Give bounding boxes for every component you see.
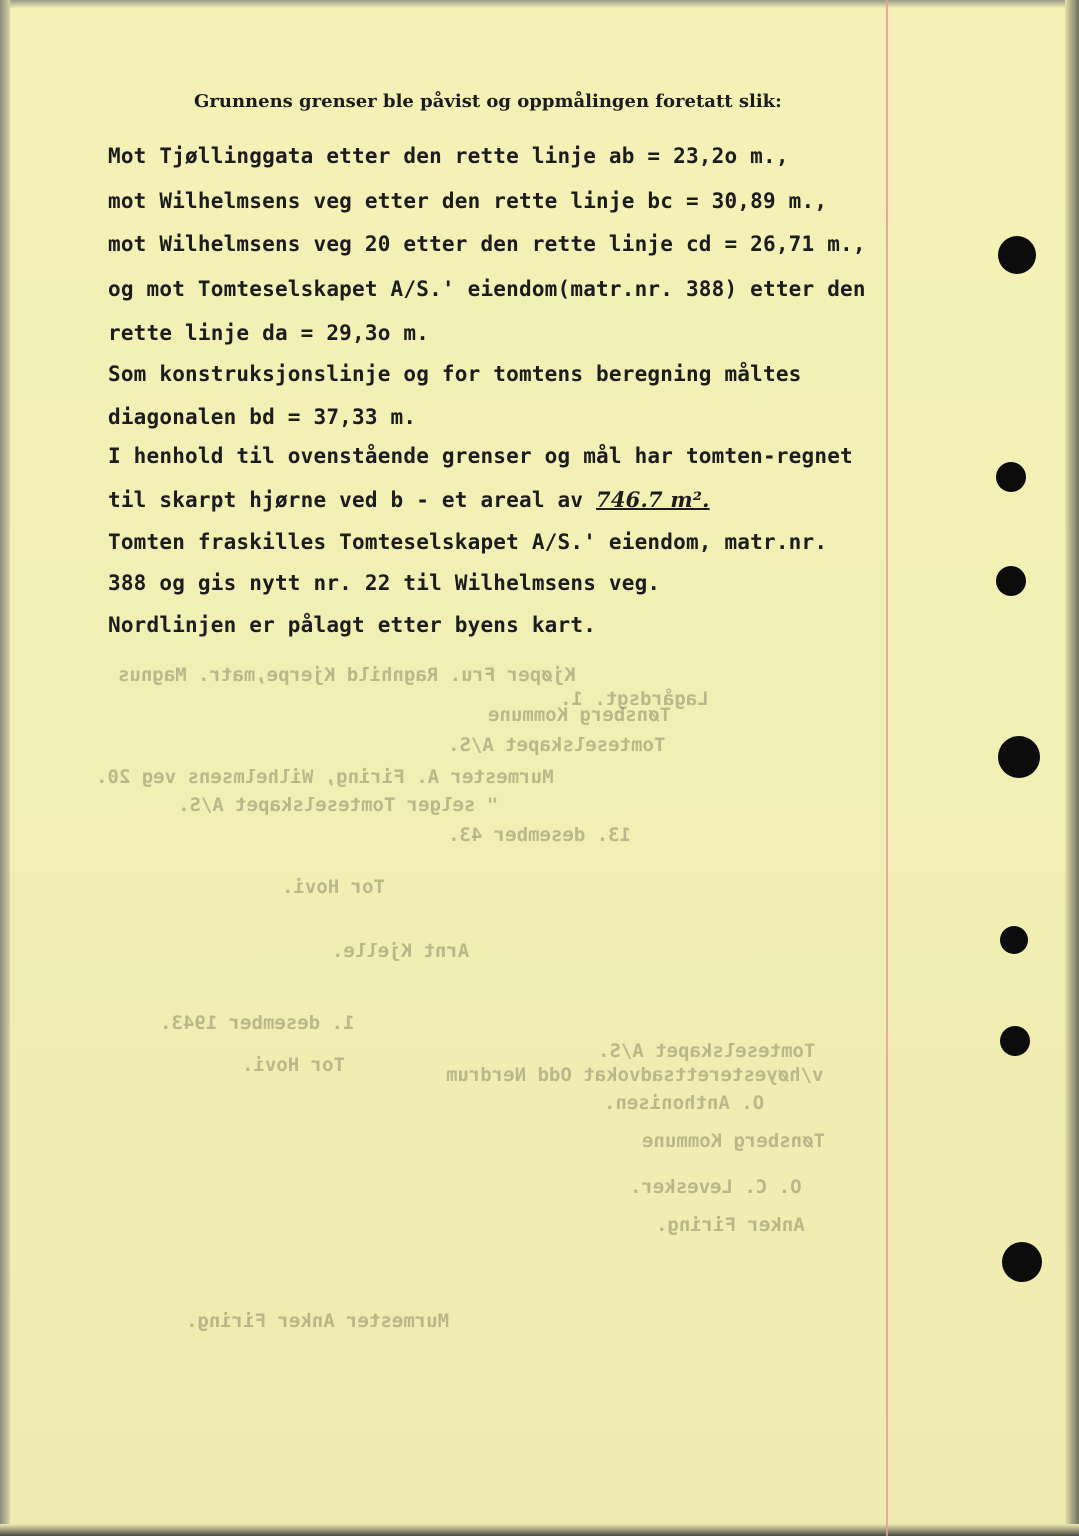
text-line: og mot Tomteselskapet A/S.' eiendom(matr.nr. 388) etter den — [108, 277, 866, 301]
bleed-text: Kjøper Fru. Ragnhild Kjerpe,matr. Magnus — [118, 664, 576, 686]
text-line: til skarpt hjørne ved b - et areal av — [108, 488, 584, 512]
punch-hole — [1002, 1242, 1042, 1282]
bleed-text: 13. desember 43. — [448, 824, 632, 846]
text-line: Som konstruksjonslinje og for tomtens beregning måltes — [108, 362, 802, 386]
bleed-text: Tomteselskapet A/S. — [448, 734, 666, 756]
page-edge-top — [0, 0, 1079, 8]
text-line: Mot Tjøllinggata etter den rette linje ab = 23,2o m., — [108, 144, 789, 168]
bleed-text: Lagårdsgt. 1. — [560, 688, 709, 710]
bleed-text: O. C. Levesker. — [630, 1176, 802, 1198]
page-edge-left — [0, 0, 10, 1536]
bleed-text: v/høyesterettsadvokat Odd Nerdrum — [446, 1064, 824, 1086]
bleed-text: " selger Tomteselskapet A/S. — [178, 794, 499, 816]
punch-hole — [998, 236, 1036, 274]
text-line: rette linje da = 29,3o m. — [108, 321, 430, 345]
bleed-text: Arnt Kjelle. — [332, 940, 470, 962]
text-line: Nordlinjen er pålagt etter byens kart. — [108, 613, 597, 637]
punch-hole — [1000, 926, 1028, 954]
bleed-text: Tønsberg Kommune — [642, 1130, 826, 1152]
bleed-text: Tønsberg Kommune — [488, 704, 672, 726]
bleed-text: Tor Hovi. — [242, 1054, 345, 1076]
bleed-text: Murmester Anker Firing. — [186, 1310, 450, 1332]
page-edge-right — [1065, 0, 1079, 1536]
bleed-text: Anker Firing. — [656, 1214, 805, 1236]
text-line-with-area — [108, 487, 710, 512]
punch-hole — [998, 736, 1040, 778]
document-heading: Grunnens grenser ble påvist og oppmålingen foretatt slik: — [194, 91, 782, 112]
bleed-text: Tomteselskapet A/S. — [598, 1040, 816, 1062]
punch-hole — [1000, 1026, 1030, 1056]
bleed-text: O. Anthonisen. — [604, 1092, 765, 1114]
bleed-text: Tor Hovi. — [282, 876, 385, 898]
text-line: mot Wilhelmsens veg 20 etter den rette linje cd = 26,71 m., — [108, 232, 866, 256]
text-line: mot Wilhelmsens veg etter den rette linje bc = 30,89 m., — [108, 189, 828, 213]
punch-hole — [996, 462, 1026, 492]
text-line: diagonalen bd = 37,33 m. — [108, 405, 417, 429]
punch-hole — [996, 566, 1026, 596]
bleed-text: 1. desember 1943. — [160, 1012, 355, 1034]
margin-rule — [886, 0, 888, 1536]
page-edge-bottom — [0, 1524, 1079, 1536]
text-line: I henhold til ovenstående grenser og mål har tomten-regnet — [108, 444, 853, 468]
bleed-text: Murmester A. Firing, Wilhelmsens veg 20. — [96, 766, 554, 788]
handwritten-area-value: 746.7 m². — [596, 487, 710, 512]
text-line: Tomten fraskilles Tomteselskapet A/S.' eiendom, matr.nr. — [108, 530, 828, 554]
text-line: 388 og gis nytt nr. 22 til Wilhelmsens veg. — [108, 571, 661, 595]
